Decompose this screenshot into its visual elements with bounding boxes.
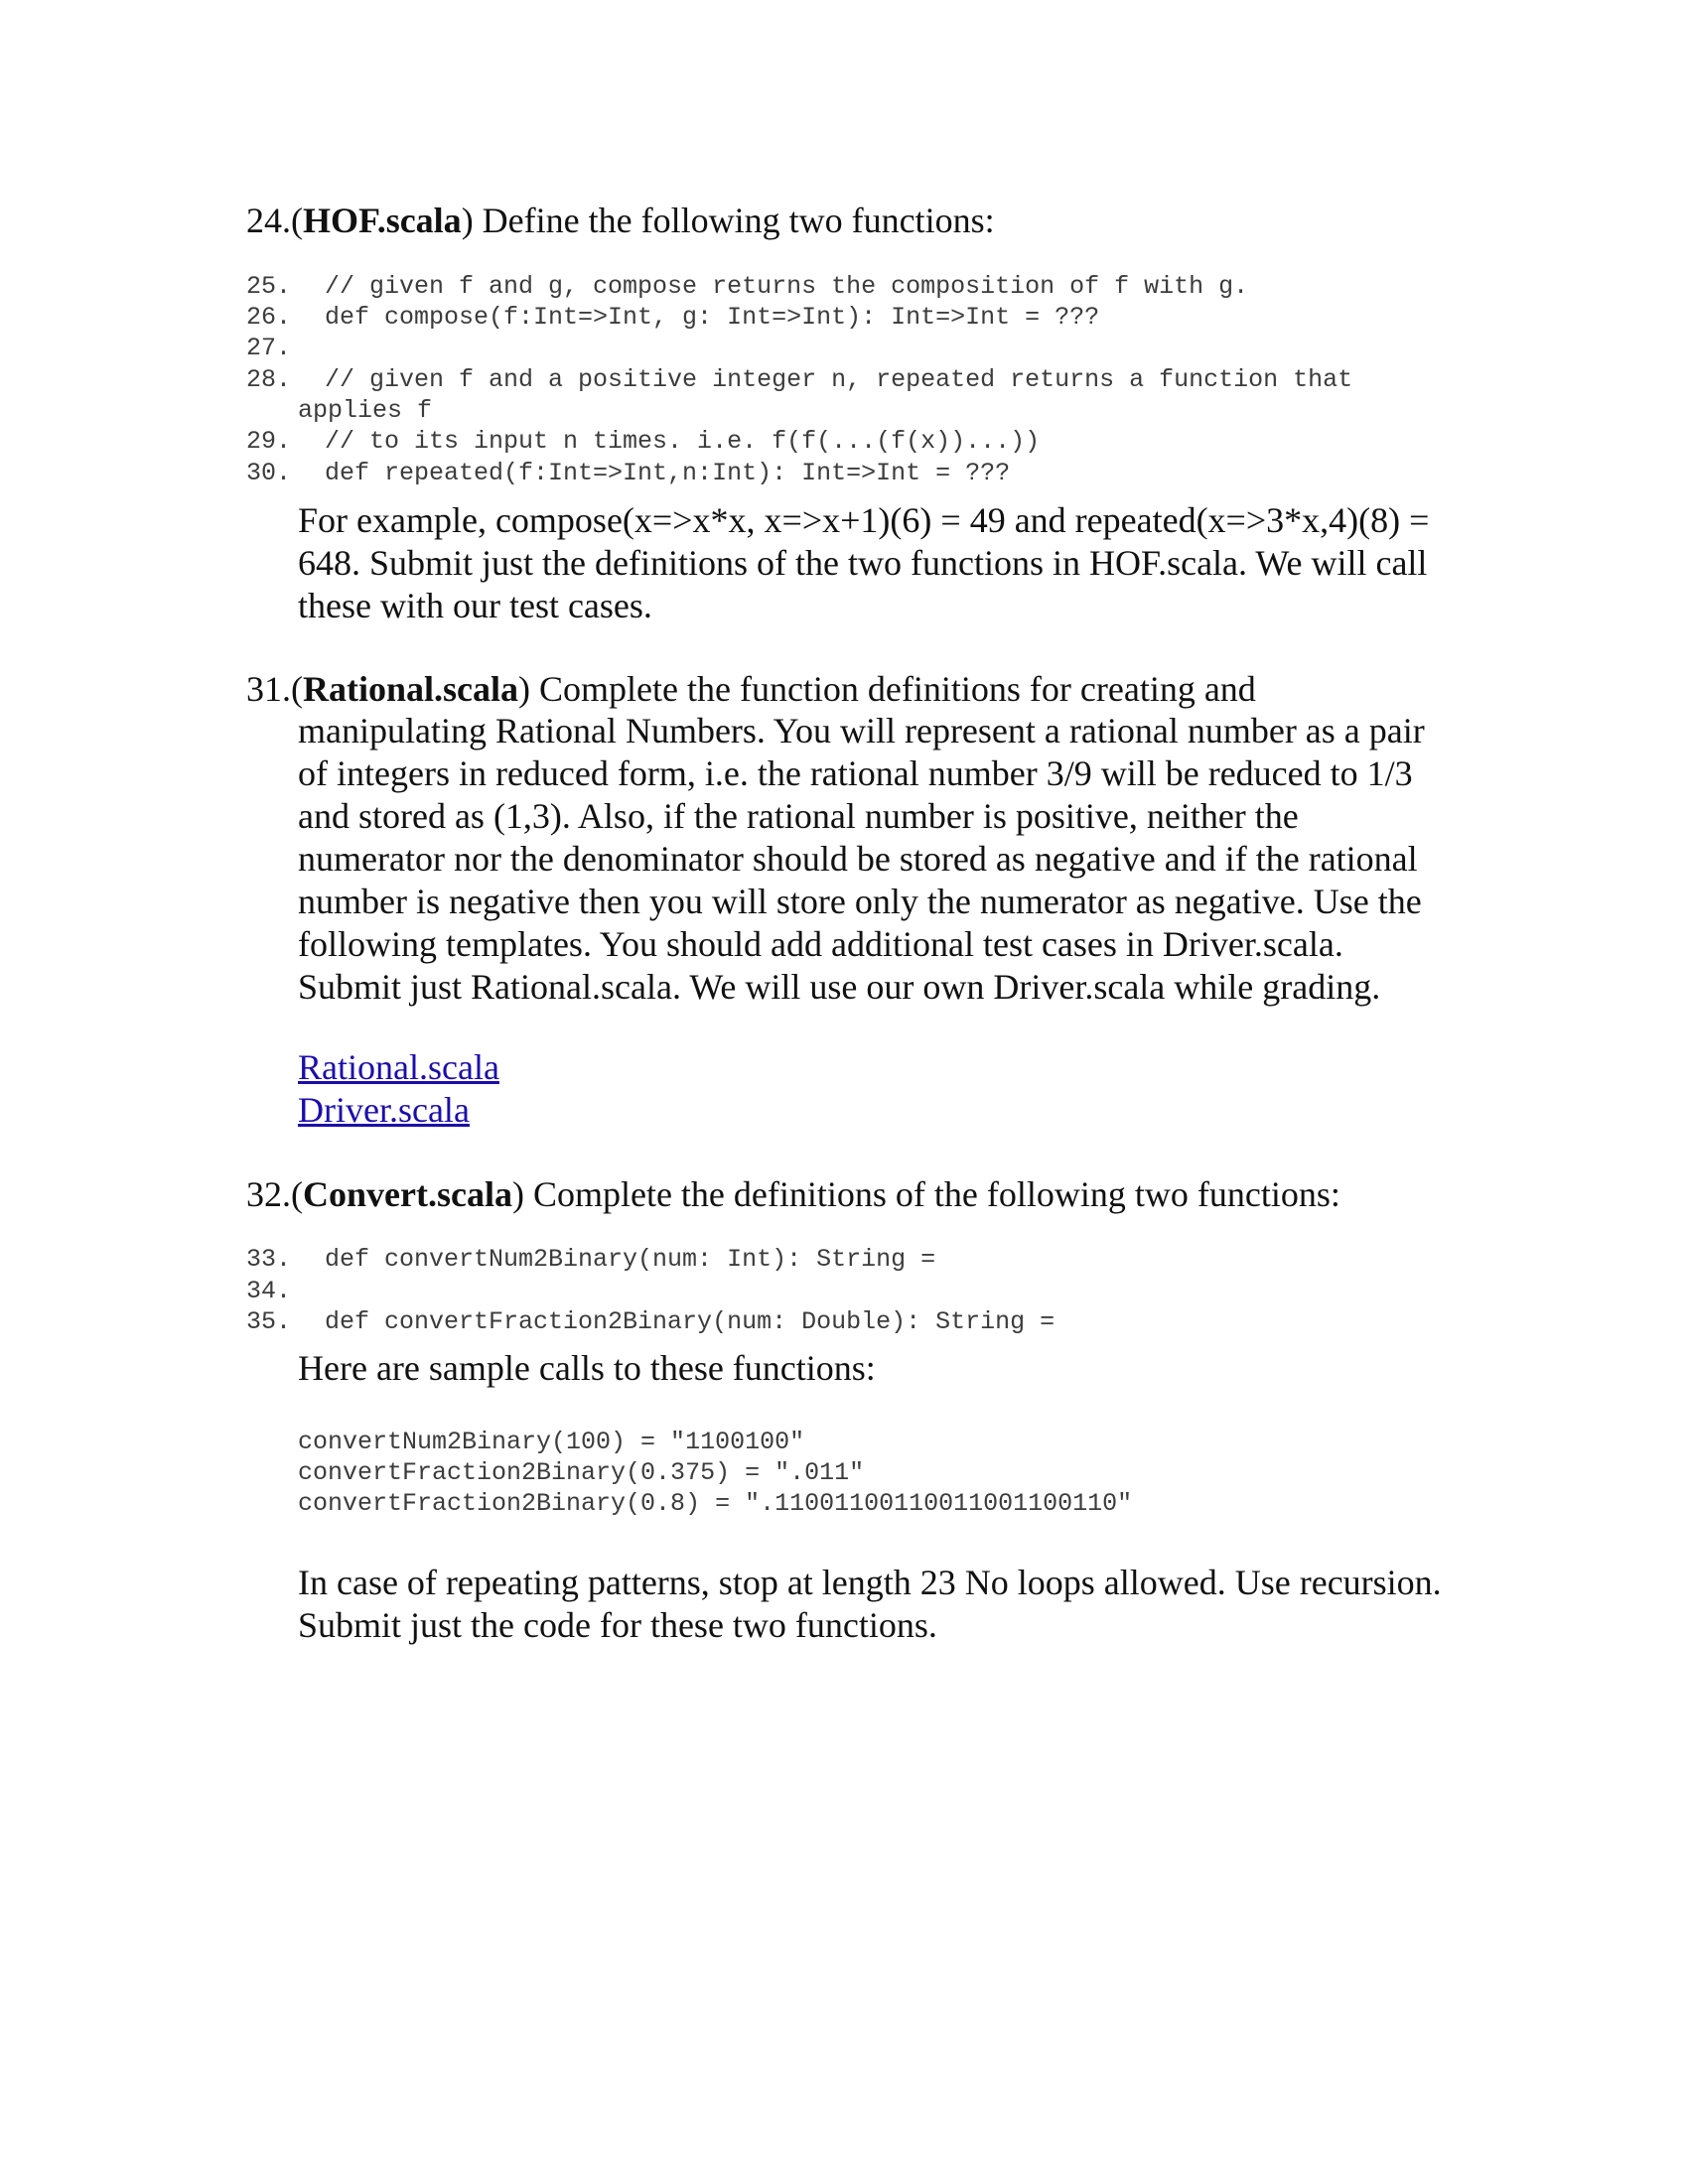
sample-call: convertNum2Binary(100) = "1100100" [298,1428,805,1456]
code-line: 28. // given f and a positive integer n, repeated returns a function that [246,365,1353,394]
code-line: 35. def convertFraction2Binary(num: Double): String = [246,1307,1055,1336]
q31-body: manipulating Rational Numbers. You will represent a rational number as a pair of integers in reduced form, i.e. the rational number 3/9 will be reduced to 1/3 and stored as (1,3). Also, if the rational number is positive, neither the numerator nor the denominator should be stored as negative and if the rational number is negative then you will store only the numerator as negative. Use the following templates. You should add additional test cases in Driver.scala. Submit just Rational.scala. We will use our own Driver.scala while grading. [298,711,1425,1007]
q31-heading: 31.(Rational.scala) Complete the function definitions for creating and [246,669,1256,709]
q32-sample-intro: Here are sample calls to these functions: [298,1348,876,1388]
code-line: 33. def convertNum2Binary(num: Int): String = [246,1245,936,1274]
code-line: applies f [298,396,433,425]
rational-scala-link[interactable]: Rational.scala [298,1047,499,1087]
q32-number: 32. [246,1174,291,1214]
q31-filename: Rational.scala [303,669,519,709]
q24-filename: HOF.scala [303,201,462,240]
code-line: 30. def repeated(f:Int=>Int,n:Int): Int=>Int = ??? [246,459,1011,487]
sample-call: convertFraction2Binary(0.375) = ".011" [298,1458,865,1487]
code-line: 25. // given f and g, compose returns the composition of f with g. [246,272,1249,301]
q24-code-block [0,0,1688,487]
q24-number: 24. [246,201,291,240]
q32-heading-text: ) Complete the definitions of the following two functions: [511,1174,1340,1214]
q31-links [298,1046,1509,1132]
code-line: 26. def compose(f:Int=>Int, g: Int=>Int): Int=>Int = ??? [246,303,1100,332]
q31-number: 31. [246,669,291,709]
code-line: 34. [246,1277,292,1305]
q32-heading: 32.(Convert.scala) Complete the definitions of the following two functions: [246,1174,1340,1214]
q32-filename: Convert.scala [303,1174,512,1214]
q24-example-paragraph: For example, compose(x=>x*x, x=>x+1)(6) = 49 and repeated(x=>3*x,4)(8) = 648. Submit just the definitions of the two functions in HOF.scala. We will call these with our test cases. [298,500,1430,625]
q24-heading: 24.(HOF.scala) Define the following two functions: [246,201,995,240]
driver-scala-link[interactable]: Driver.scala [298,1090,470,1130]
q32-closing-paragraph: In case of repeating patterns, stop at length 23 No loops allowed. Use recursion. Submit just the code for these two functions. [298,1563,1442,1645]
sample-call: convertFraction2Binary(0.8) = ".11001100110011001100110" [298,1489,1133,1518]
code-line: 29. // to its input n times. i.e. f(f(...(f(x))...)) [246,427,1041,456]
code-line: 27. [246,334,292,362]
q31-heading-text: ) Complete the function definitions for creating and [518,669,1256,709]
q24-heading-text: ) Define the following two functions: [461,201,995,240]
